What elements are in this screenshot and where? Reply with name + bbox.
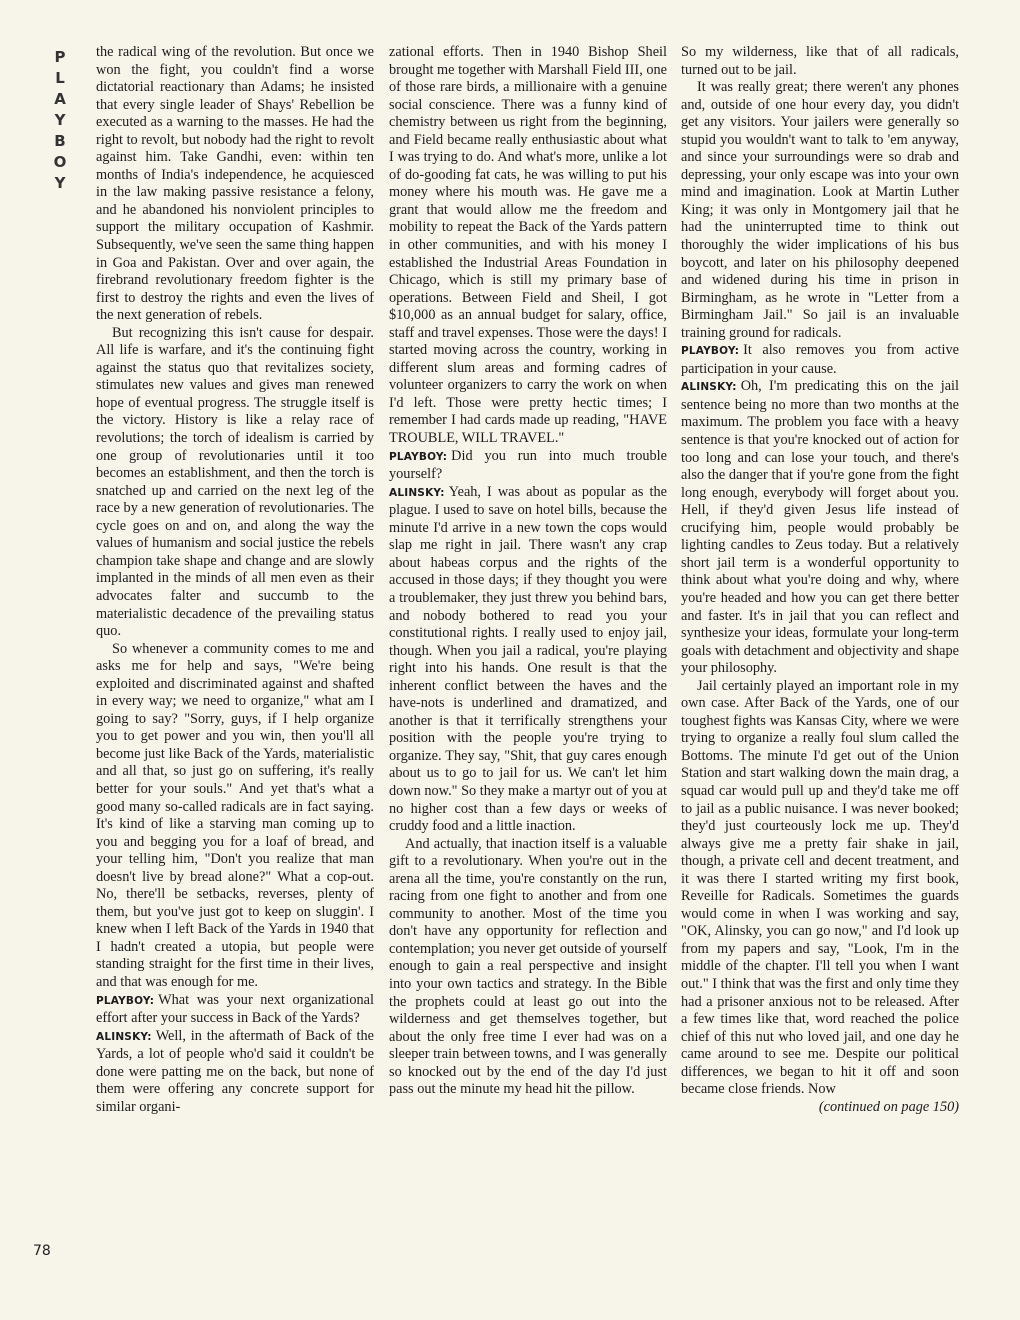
paragraph: And actually, that inaction itself is a valuable gift to a revolutionary. When you're out in the arena all the time, you're constantly on the run, racing from one fight to another and from one community to another. Most of the time you don't have any opportunity for reflection and contemplation; you never get outside of yourself enough to gain a real perspective and insight into your own tactics and strategy. In the Bible the prophets could at least go out into the wilderness and get themselves together, but about the only free time I ever had was on a sleeper train between towns, and I was generally so knocked out by the end of the day I'd just pass out the minute my head hit the pillow. <box>389 835 667 1098</box>
answer-text: Yeah, I was about as popular as the plague. I used to save on hotel bills, because the minute I'd arrive in a new town the cops would slap me right in jail. There wasn't any crap about habeas corpus and the rights of the accused in those days; if they thought you were a troublemaker, they just threw you behind bars, and nobody bothered to read you your constitutional rights. I really used to enjoy jail, though. When you jail a radical, you're playing right into his hands. One result is that the inherent conflict between the haves and the have-nots is underlined and dramatized, and another is that it terrifically strengthens your position with the people you're trying to organize. They say, "Shit, that guy cares enough about us to go to jail for us. We can't let him down now." So they make a martyr out of you at no higher cost than a few days or weeks of cruddy food and a little inaction. <box>389 483 667 835</box>
answer-text: Well, in the aftermath of Back of the Yards, a lot of people who'd said it couldn't be done were patting me on the back, but none of them were offering any concrete support for similar organi- <box>96 1027 374 1115</box>
interview-question <box>681 342 959 378</box>
paragraph: But recognizing this isn't cause for despair. All life is warfare, and it's the continuing fight against the status quo that revitalizes society, stimulates new values and gives man renewed hope of eventual progress. The struggle itself is the victory. History is like a relay race of revolutions; the torch of idealism is carried by one group of revolutionaries until it too becomes an establishment, and then the torch is snatched up and carried on the next leg of the race by a new generation of revolutionaries. The cycle goes on and on, and along the way the values of humanism and social justice the rebels champion take shape and change and are slowly implanted in the minds of all men even as their advocates falter and succumb to the materialistic decadence of the prevailing status quo. <box>96 324 374 640</box>
text-column-3 <box>681 44 959 1116</box>
page-number: 78 <box>33 1243 51 1259</box>
answer-text: Oh, I'm predicating this on the jail sentence being no more than two months at the maximum. The problem you face with a heavy sentence is that you're knocked out of action for too long and can lose your touch, and there's also the danger that if you're gone from the fight long enough, everybody will forget about you. Hell, if they'd given Jesus life instead of crucifying him, people would probably be lighting candles to Zeus today. But a relatively short jail term is a wonderful opportunity to think about what you're doing and why, where you're headed and how you can get there better and faster. It's in jail that you can reflect and synthesize your ideas, formulate your long-term goals with detachment and objectivity and shape your philosophy. <box>681 378 959 677</box>
text-column-2 <box>389 44 667 1099</box>
question-text: What was your next organizational effort after your success in Back of the Yards? <box>96 991 374 1027</box>
speaker-label: ALINSKY: <box>389 486 445 499</box>
text-column-1 <box>96 44 374 1116</box>
speaker-label: ALINSKY: <box>681 381 737 394</box>
speaker-label: PLAYBOY: <box>389 450 448 463</box>
magazine-masthead: PLAYBOY <box>51 48 69 195</box>
question-text: It also removes you from active participation in your cause. <box>681 342 959 377</box>
paragraph: the radical wing of the revolution. But once we won the fight, you couldn't find a worse dictatorial reactionary than Adams; he insisted that every single leader of Shays' Rebellion be executed as a warning to the masses. He had the right to revolt, but nobody had the right to revolt against him. Take Gandhi, even: within ten months of India's independence, he acquiesced in the law making passive resistance a felony, and he abandoned his nonviolent principles to support the military occupation of Kashmir. Subsequently, we've seen the same thing happen in Goa and Pakistan. Over and over again, the firebrand revolutionary freedom fighter is the first to destroy the rights and even the lives of the next generation of rebels. <box>96 44 374 324</box>
interview-answer <box>681 378 959 677</box>
interview-question <box>389 448 667 484</box>
speaker-label: PLAYBOY: <box>96 994 155 1007</box>
paragraph: Jail certainly played an important role in my own case. After Back of the Yards, one of our toughest fights was Kansas City, where we were trying to organize a really foul slum called the Bottoms. The minute I'd get out of the Union Station and start walking down the main drag, a squad car would pull up and they'd take me off to jail as a public nuisance. I was never booked; they'd just courteously lock me up. They'd always give me a pretty fair shake in jail, though, a private cell and decent treatment, and it was there I started writing my first book, Reveille for Radicals. Sometimes the guards would come in when I was working and say, "OK, Alinsky, you can go now," and I'd look up from my papers and say, "Look, I'm in the middle of the chapter. I'll tell you when I want out." I think that was the first and only time they had a prisoner anxious not to be released. After a few times like that, word reached the police chief of this nut who loved jail, and one day he came around to see me. Despite our political differences, we began to hit it off and soon became close friends. Now <box>681 677 959 1098</box>
speaker-label: PLAYBOY: <box>681 345 740 358</box>
question-text: Did you run into much trouble yourself? <box>389 447 667 483</box>
speaker-label: ALINSKY: <box>96 1030 152 1043</box>
interview-question <box>96 992 374 1028</box>
continued-note[interactable]: (continued on page 150) <box>818 1098 959 1115</box>
interview-answer <box>389 484 667 836</box>
interview-answer <box>96 1028 374 1117</box>
paragraph: So whenever a community comes to me and asks me for help and says, "We're being exploited and discriminated against and shafted in every way; we need to organize," what am I going to say? "Sorry, guys, if I help organize you to get power and you win, then you'll all become just like Back of the Yards, materialistic and all that, so just go on suffering, it's really better for your souls." And yet that's what a good many so-called radicals are in fact saying. It's kind of like a starving man coming up to you and begging you for a loaf of bread, and your telling him, "Don't you realize that man doesn't live by bread alone?" What a cop-out. No, there'll be setbacks, reverses, plenty of them, but you've just got to keep on sluggin'. I knew when I left Back of the Yards in 1940 that I hadn't created a utopia, but people were standing straight for the first time in their lives, and that was enough for me. <box>96 640 374 990</box>
paragraph: It was really great; there weren't any phones and, outside of one hour every day, you didn't get any visitors. Your jailers were generally so stupid you wouldn't want to talk to 'em anyway, and since your surroundings were so drab and depressing, your only escape was into your own mind and imagination. Look at Martin Luther King; it was only in Montgomery jail that he had the uninterrupted time to think out thoroughly the wider implications of his bus boycott, and later on his philosophy deepened and widened during his time in prison in Birmingham, as he wrote in "Letter from a Birmingham Jail." So jail is an invaluable training ground for radicals. <box>681 79 959 341</box>
paragraph: So my wilderness, like that of all radicals, turned out to be jail. <box>681 44 959 78</box>
paragraph: zational efforts. Then in 1940 Bishop Sheil brought me together with Marshall Field III, one of those rare birds, a millionaire with a genuine social conscience. There was a funny kind of chemistry between us right from the beginning, and Field became really enthusiastic about what I was trying to do. And what's more, unlike a lot of do-gooding fat cats, he was willing to put his money where his mouth was. He gave me a grant that would allow me the freedom and mobility to repeat the Back of the Yards pattern in other communities, and with his money I established the Industrial Areas Foundation in Chicago, which is still my primary base of operations. Between Field and Sheil, I got $10,000 as an annual budget for salary, office, staff and travel expenses. Those were the days! I started moving across the country, working in different slum areas and forming cadres of volunteer organizers to carry the work on when I'd left. Those were pretty hectic times; I remember I had cards made up reading, "HAVE TROUBLE, WILL TRAVEL." <box>389 44 667 447</box>
